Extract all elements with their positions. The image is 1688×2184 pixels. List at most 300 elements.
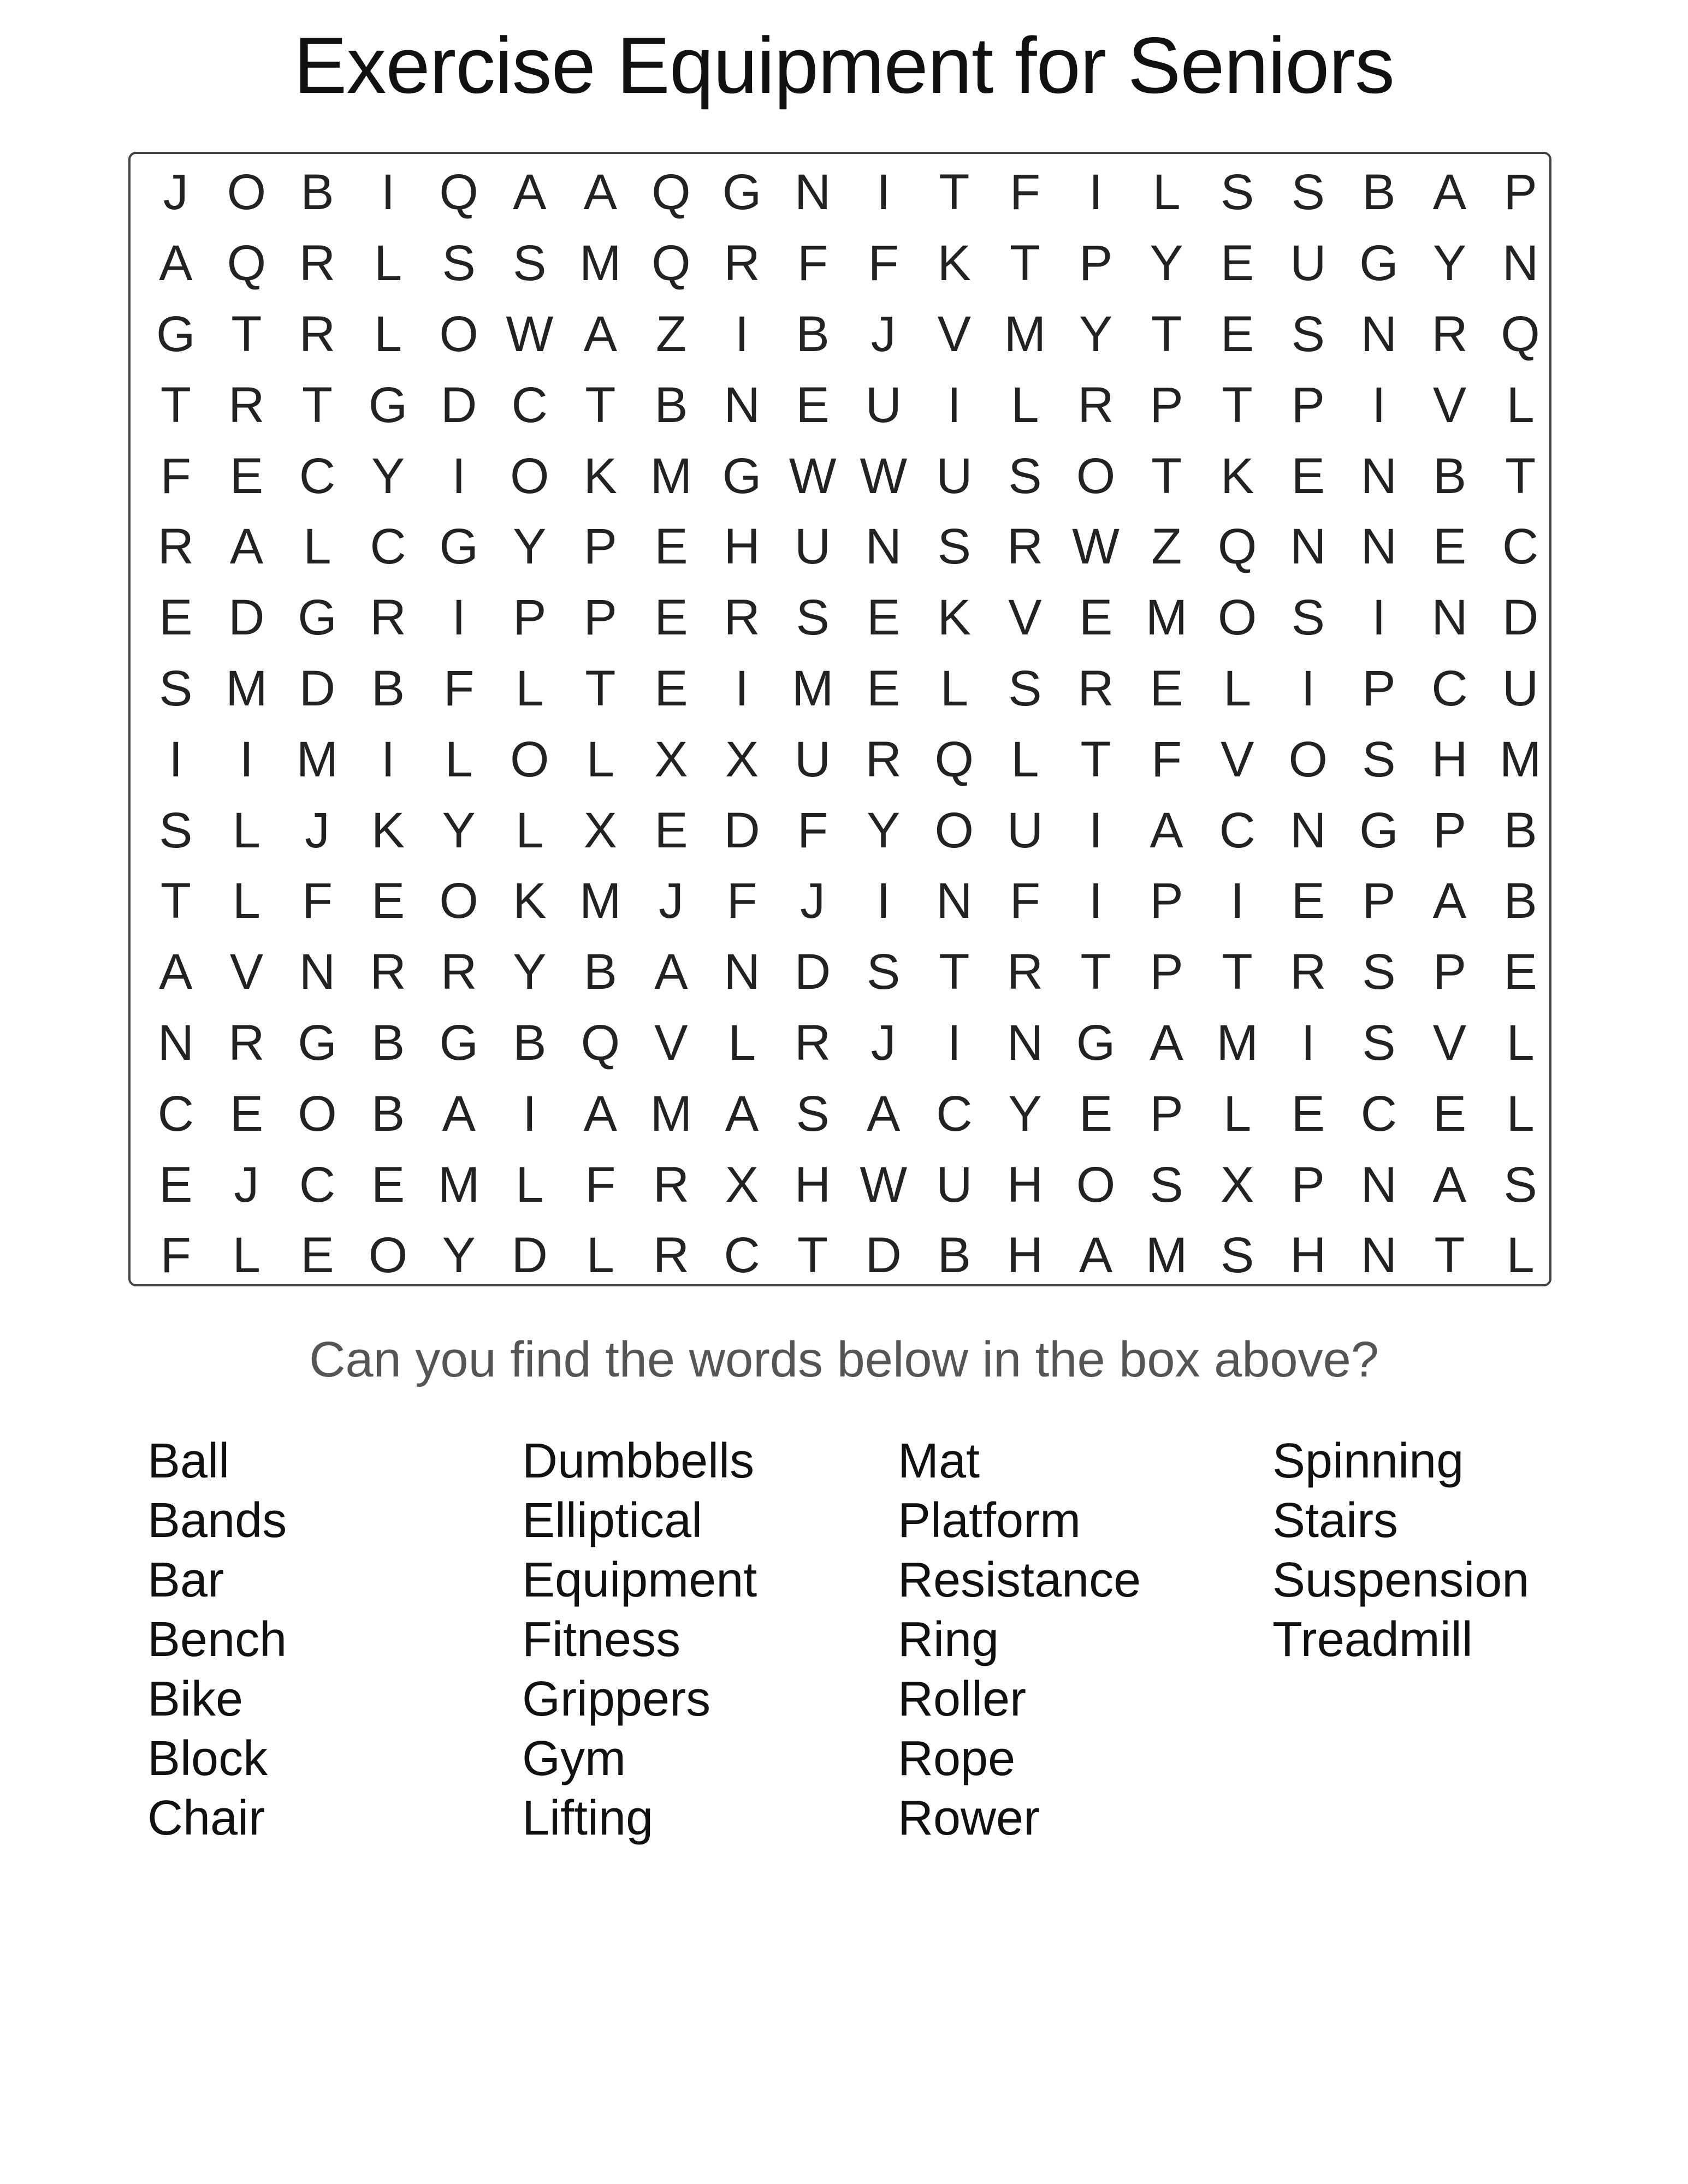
grid-letter: O xyxy=(934,802,974,858)
grid-letter: R xyxy=(299,306,336,362)
grid-letter: E xyxy=(867,660,901,716)
word-list-item: Rope xyxy=(898,1731,1016,1786)
grid-letter: A xyxy=(583,1085,618,1142)
word-list-item: Resistance xyxy=(898,1553,1141,1607)
grid-letter: I xyxy=(947,1014,962,1071)
grid-letter: C xyxy=(157,1085,194,1142)
grid-letter: F xyxy=(797,235,828,292)
grid-letter: I xyxy=(876,164,891,221)
grid-letter: E xyxy=(1221,306,1254,362)
grid-letter: N xyxy=(299,944,336,1000)
grid-letter: P xyxy=(1150,873,1183,929)
grid-letter: S xyxy=(1008,448,1042,504)
grid-letter: U xyxy=(1290,235,1326,292)
grid-letter: J xyxy=(304,802,330,858)
word-column-2 xyxy=(522,1432,757,1848)
grid-letter: E xyxy=(654,802,688,858)
grid-letter: F xyxy=(585,1156,616,1213)
grid-letter: L xyxy=(374,306,402,362)
grid-letter: L xyxy=(445,731,473,787)
word-list-item: Dumbbells xyxy=(522,1434,755,1488)
grid-letter: U xyxy=(1502,660,1539,716)
grid-letter: J xyxy=(658,873,684,929)
grid-letter: H xyxy=(1431,731,1468,787)
grid-letter: I xyxy=(452,448,466,504)
grid-letter: Z xyxy=(1151,519,1182,575)
grid-letter: S xyxy=(1362,1014,1396,1071)
grid-letter: S xyxy=(1291,164,1325,221)
grid-letter: U xyxy=(865,377,902,433)
grid-letter: A xyxy=(229,519,264,575)
word-list-item: Rower xyxy=(898,1791,1040,1845)
grid-letter: L xyxy=(1506,377,1535,433)
grid-letter: E xyxy=(654,519,688,575)
word-list-item: Gym xyxy=(522,1731,626,1786)
grid-letter: G xyxy=(1359,235,1399,292)
grid-letter: L xyxy=(232,802,260,858)
grid-letter: Y xyxy=(442,1227,476,1284)
grid-letter: R xyxy=(157,519,194,575)
grid-letter: H xyxy=(724,519,760,575)
grid-letter: M xyxy=(437,1156,480,1213)
grid-letter: J xyxy=(870,1014,896,1071)
grid-letter: E xyxy=(1291,448,1325,504)
grid-letter: M xyxy=(579,873,621,929)
word-list-item: Fitness xyxy=(522,1612,681,1667)
grid-letter: N xyxy=(1360,306,1397,362)
grid-letter: Q xyxy=(439,164,478,221)
grid-letter: O xyxy=(510,731,549,787)
grid-letter: Q xyxy=(651,164,691,221)
grid-letter: S xyxy=(513,235,547,292)
grid-letter: H xyxy=(794,1156,831,1213)
grid-letter: L xyxy=(1152,164,1181,221)
grid-letter: G xyxy=(1076,1014,1116,1071)
grid-letter: U xyxy=(936,448,973,504)
grid-letter: E xyxy=(654,590,688,646)
grid-letter: S xyxy=(159,660,193,716)
grid-letter: A xyxy=(867,1085,901,1142)
grid-letter: N xyxy=(1360,1156,1397,1213)
grid-letter: P xyxy=(1362,660,1396,716)
grid-letter: Y xyxy=(1432,235,1467,292)
grid-letter: K xyxy=(371,802,405,858)
grid-letter: L xyxy=(232,1227,260,1284)
grid-letter: O xyxy=(227,164,266,221)
grid-letter: R xyxy=(724,590,760,646)
grid-letter: S xyxy=(1221,1227,1254,1284)
grid-letter: D xyxy=(1502,590,1539,646)
grid-letter: G xyxy=(439,1014,478,1071)
grid-letter: T xyxy=(160,873,191,929)
grid-letter: L xyxy=(940,660,968,716)
grid-letter: A xyxy=(1432,164,1467,221)
word-list-item: Stairs xyxy=(1272,1493,1399,1548)
grid-letter: T xyxy=(1222,944,1253,1000)
grid-letter: H xyxy=(1006,1227,1044,1284)
grid-letter: Y xyxy=(1079,306,1113,362)
grid-letter: C xyxy=(370,519,406,575)
grid-letter: A xyxy=(1432,873,1467,929)
grid-letter: P xyxy=(1079,235,1113,292)
grid-letter: F xyxy=(1009,164,1041,221)
word-column-3 xyxy=(898,1432,1141,1848)
grid-letter: S xyxy=(442,235,476,292)
grid-letter: L xyxy=(1223,660,1252,716)
grid-letter: L xyxy=(1011,731,1039,787)
grid-letter: T xyxy=(1080,731,1111,787)
grid-letter: D xyxy=(511,1227,548,1284)
grid-letter: F xyxy=(443,660,475,716)
grid-letter: I xyxy=(381,731,395,787)
grid-letter: N xyxy=(724,944,760,1000)
grid-letter: Y xyxy=(867,802,901,858)
grid-letter: R xyxy=(653,1156,690,1213)
word-list-item: Ring xyxy=(898,1612,999,1667)
grid-letter: N xyxy=(724,377,760,433)
grid-letter: L xyxy=(516,1156,544,1213)
grid-letter: R xyxy=(370,944,406,1000)
grid-letter: T xyxy=(1151,448,1182,504)
grid-letter: I xyxy=(1088,164,1103,221)
grid-letter: K xyxy=(1221,448,1254,504)
grid-letter: E xyxy=(796,377,830,433)
grid-letter: I xyxy=(1372,377,1386,433)
grid-letter: N xyxy=(1360,519,1397,575)
grid-letter: P xyxy=(1291,1156,1325,1213)
grid-letter: W xyxy=(789,448,837,504)
grid-letter: L xyxy=(303,519,331,575)
grid-letter: I xyxy=(876,873,891,929)
grid-letter: O xyxy=(298,1085,337,1142)
grid-letter: R xyxy=(440,944,477,1000)
grid-letter: E xyxy=(1079,590,1113,646)
grid-letter: L xyxy=(232,873,260,929)
word-list-item: Lifting xyxy=(522,1791,654,1845)
grid-letter: C xyxy=(299,448,336,504)
word-list-item: Bar xyxy=(147,1553,224,1607)
grid-letter: W xyxy=(860,448,908,504)
grid-letter: F xyxy=(301,873,333,929)
grid-letter: B xyxy=(937,1227,972,1284)
grid-letter: D xyxy=(299,660,336,716)
grid-letter: K xyxy=(937,235,972,292)
grid-letter: E xyxy=(229,1085,264,1142)
grid-letter: Y xyxy=(513,944,547,1000)
grid-letter: N xyxy=(1360,448,1397,504)
grid-letter: X xyxy=(725,1156,759,1213)
grid-letter: I xyxy=(1301,660,1316,716)
grid-letter: N xyxy=(1360,1227,1397,1284)
grid-letter: R xyxy=(1006,944,1044,1000)
grid-letter: F xyxy=(1151,731,1182,787)
grid-letter: M xyxy=(1216,1014,1259,1071)
grid-letter: I xyxy=(1301,1014,1316,1071)
grid-letter: S xyxy=(1221,164,1254,221)
grid-letter: Y xyxy=(1008,1085,1042,1142)
grid-letter: G xyxy=(439,519,478,575)
grid-letter: B xyxy=(300,164,334,221)
grid-letter: I xyxy=(1088,802,1103,858)
grid-letter: T xyxy=(1080,944,1111,1000)
grid-letter: S xyxy=(1291,590,1325,646)
grid-letter: I xyxy=(735,306,749,362)
grid-letter: R xyxy=(1006,519,1044,575)
grid-letter: N xyxy=(1006,1014,1044,1071)
grid-letter: C xyxy=(1219,802,1255,858)
grid-letter: U xyxy=(936,1156,973,1213)
grid-letter: C xyxy=(936,1085,973,1142)
grid-letter: I xyxy=(452,590,466,646)
grid-letter: L xyxy=(516,802,544,858)
grid-letter: J xyxy=(800,873,826,929)
grid-letter: M xyxy=(296,731,339,787)
grid-letter: S xyxy=(1150,1156,1183,1213)
grid-letter: G xyxy=(298,1014,337,1071)
grid-letter: E xyxy=(159,1156,193,1213)
grid-letter: L xyxy=(374,235,402,292)
grid-letter: R xyxy=(1290,944,1326,1000)
word-list xyxy=(147,1432,1567,1868)
grid-letter: F xyxy=(1009,873,1041,929)
grid-letter: A xyxy=(513,164,547,221)
grid-letter: B xyxy=(1503,873,1537,929)
grid-letter: T xyxy=(301,377,333,433)
grid-letter: M xyxy=(1004,306,1046,362)
grid-letter: B xyxy=(796,306,830,362)
grid-letter: N xyxy=(157,1014,194,1071)
grid-letter: O xyxy=(1288,731,1328,787)
grid-letter: B xyxy=(1503,802,1537,858)
grid-letter: V xyxy=(1432,377,1467,433)
grid-letter: E xyxy=(1150,660,1183,716)
grid-letter: R xyxy=(865,731,902,787)
grid-letter: T xyxy=(797,1227,828,1284)
grid-letter: P xyxy=(1432,802,1467,858)
word-column-1 xyxy=(147,1432,287,1848)
grid-letter: E xyxy=(229,448,264,504)
grid-letter: L xyxy=(1506,1085,1535,1142)
grid-letter: L xyxy=(1506,1014,1535,1071)
grid-letter: R xyxy=(1077,377,1114,433)
grid-letter: I xyxy=(947,377,962,433)
grid-letter: D xyxy=(228,590,265,646)
grid-letter: T xyxy=(1434,1227,1465,1284)
grid-letter: L xyxy=(727,1014,756,1071)
grid-letter: S xyxy=(1008,660,1042,716)
grid-letter: T xyxy=(231,306,262,362)
word-list-item: Suspension xyxy=(1272,1553,1530,1607)
grid-letter: R xyxy=(653,1227,690,1284)
grid-letter: P xyxy=(1150,1085,1183,1142)
grid-letter: W xyxy=(860,1156,908,1213)
grid-letter: T xyxy=(585,660,616,716)
grid-letter: Q xyxy=(1501,306,1540,362)
grid-letter: L xyxy=(586,731,614,787)
grid-letter: C xyxy=(1431,660,1468,716)
grid-letter: U xyxy=(1006,802,1044,858)
grid-letter: C xyxy=(1502,519,1539,575)
grid-letter: M xyxy=(791,660,834,716)
grid-letter: C xyxy=(299,1156,336,1213)
grid-letter: B xyxy=(371,1014,405,1071)
grid-letter: U xyxy=(794,731,831,787)
grid-letter: V xyxy=(1432,1014,1467,1071)
grid-letter: E xyxy=(159,590,193,646)
grid-letter: E xyxy=(1291,1085,1325,1142)
grid-letter: I xyxy=(381,164,395,221)
grid-letter: G xyxy=(368,377,408,433)
grid-letter: R xyxy=(724,235,760,292)
grid-letter: R xyxy=(228,1014,265,1071)
word-list-item: Spinning xyxy=(1272,1434,1464,1488)
grid-letter: P xyxy=(1432,944,1467,1000)
grid-letter: X xyxy=(725,731,759,787)
grid-letter: E xyxy=(1503,944,1537,1000)
grid-letter: H xyxy=(1006,1156,1044,1213)
grid-letter: A xyxy=(654,944,688,1000)
grid-letter: S xyxy=(867,944,901,1000)
grid-letter: D xyxy=(440,377,477,433)
grid-letter: P xyxy=(1503,164,1537,221)
grid-letter: Y xyxy=(371,448,405,504)
grid-letter: G xyxy=(156,306,196,362)
grid-letter: N xyxy=(936,873,973,929)
grid-letter: B xyxy=(1432,448,1467,504)
grid-letter: V xyxy=(1221,731,1254,787)
grid-letter: A xyxy=(583,306,618,362)
page-title: Exercise Equipment for Seniors xyxy=(294,21,1394,110)
grid-letter: V xyxy=(229,944,264,1000)
grid-letter: T xyxy=(1151,306,1182,362)
word-list-item: Bike xyxy=(147,1672,244,1726)
word-list-item: Grippers xyxy=(522,1672,711,1726)
grid-letter: A xyxy=(1079,1227,1113,1284)
grid-letter: N xyxy=(1502,235,1539,292)
grid-letter: U xyxy=(794,519,831,575)
grid-letter: T xyxy=(939,164,970,221)
grid-letter: A xyxy=(1150,802,1183,858)
grid-letter: D xyxy=(865,1227,902,1284)
grid-letter: I xyxy=(239,731,254,787)
grid-letter: O xyxy=(1217,590,1257,646)
grid-letter: Q xyxy=(934,731,974,787)
grid-letter: X xyxy=(583,802,618,858)
grid-letter: O xyxy=(439,873,478,929)
grid-letter: O xyxy=(439,306,478,362)
grid-letter: R xyxy=(370,590,406,646)
grid-letter: C xyxy=(1360,1085,1397,1142)
grid-letter: L xyxy=(1506,1227,1535,1284)
grid-letter: F xyxy=(160,448,191,504)
grid-letter: B xyxy=(654,377,688,433)
word-list-item: Roller xyxy=(898,1672,1027,1726)
grid-letter: V xyxy=(1008,590,1042,646)
grid-letter: P xyxy=(583,590,618,646)
grid-letter: L xyxy=(1011,377,1039,433)
grid-letter: Y xyxy=(442,802,476,858)
grid-letter: O xyxy=(1076,448,1116,504)
word-list-item: Elliptical xyxy=(522,1493,703,1548)
grid-letter: T xyxy=(939,944,970,1000)
grid-letter: T xyxy=(1009,235,1041,292)
grid-letter: P xyxy=(1150,944,1183,1000)
grid-letter: N xyxy=(794,164,831,221)
grid-letter: L xyxy=(1223,1085,1252,1142)
grid-letter: J xyxy=(234,1156,259,1213)
grid-letter: S xyxy=(796,1085,830,1142)
word-list-item: Bands xyxy=(147,1493,287,1548)
grid-letter: I xyxy=(1088,873,1103,929)
grid-letter: I xyxy=(1230,873,1245,929)
grid-letter: T xyxy=(1222,377,1253,433)
grid-letter: F xyxy=(726,873,757,929)
grid-letter: L xyxy=(586,1227,614,1284)
grid-letter: S xyxy=(1362,731,1396,787)
grid-letter: G xyxy=(722,448,762,504)
grid-letter: J xyxy=(870,306,896,362)
grid-letter: N xyxy=(865,519,902,575)
grid-letter: P xyxy=(1362,873,1396,929)
grid-letter: T xyxy=(160,377,191,433)
grid-letter: O xyxy=(1076,1156,1116,1213)
grid-letter: W xyxy=(1072,519,1120,575)
grid-letter: A xyxy=(1150,1014,1183,1071)
grid-letter: G xyxy=(722,164,762,221)
grid-letter: S xyxy=(1503,1156,1537,1213)
grid-letter: Q xyxy=(227,235,266,292)
grid-letter: I xyxy=(169,731,183,787)
word-list-item: Chair xyxy=(147,1791,265,1845)
grid-letter: S xyxy=(1291,306,1325,362)
grid-letter: B xyxy=(583,944,618,1000)
grid-letter: Y xyxy=(513,519,547,575)
grid-letter: V xyxy=(937,306,972,362)
grid-letter: F xyxy=(797,802,828,858)
grid-letter: P xyxy=(1150,377,1183,433)
grid-letter: D xyxy=(794,944,831,1000)
grid-letter: M xyxy=(226,660,268,716)
word-list-item: Equipment xyxy=(522,1553,757,1607)
grid-letter: G xyxy=(298,590,337,646)
grid-letter: A xyxy=(159,944,193,1000)
grid-letter: N xyxy=(1290,519,1326,575)
word-list-item: Ball xyxy=(147,1434,230,1488)
grid-letter: O xyxy=(510,448,549,504)
grid-letter: E xyxy=(1221,235,1254,292)
grid-letter: L xyxy=(516,660,544,716)
grid-letter: C xyxy=(724,1227,760,1284)
grid-letter: P xyxy=(583,519,618,575)
grid-letter: Q xyxy=(651,235,691,292)
grid-letter: M xyxy=(650,1085,692,1142)
grid-letter: V xyxy=(654,1014,688,1071)
grid-letter: K xyxy=(583,448,618,504)
grid-letter: M xyxy=(650,448,692,504)
grid-letter: A xyxy=(442,1085,476,1142)
grid-letter: K xyxy=(513,873,547,929)
grid-letter: S xyxy=(937,519,972,575)
grid-letter: S xyxy=(796,590,830,646)
grid-letter: I xyxy=(1372,590,1386,646)
grid-letter: F xyxy=(868,235,899,292)
grid-letter: B xyxy=(513,1014,547,1071)
grid-letter: G xyxy=(1359,802,1399,858)
grid-letter: S xyxy=(159,802,193,858)
grid-letter: R xyxy=(228,377,265,433)
grid-letter: Q xyxy=(1217,519,1257,575)
grid-letter: T xyxy=(585,377,616,433)
